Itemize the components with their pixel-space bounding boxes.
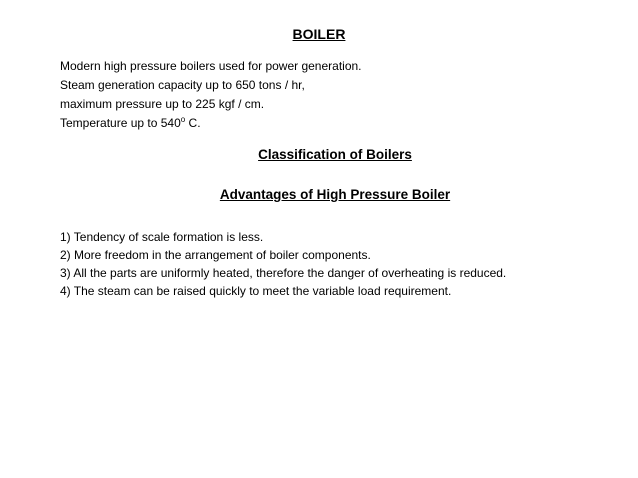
page-title: BOILER bbox=[292, 26, 346, 42]
list-item: 1) Tendency of scale formation is less. bbox=[60, 230, 264, 244]
advantages-list bbox=[60, 228, 630, 300]
temperature-text: Temperature up to 540 bbox=[60, 116, 181, 130]
intro-line-temperature bbox=[60, 114, 620, 133]
classification-heading: Classification of Boilers bbox=[258, 147, 412, 162]
intro-text bbox=[60, 57, 620, 133]
advantages-heading: Advantages of High Pressure Boiler bbox=[219, 187, 451, 202]
degree-superscript: o bbox=[180, 115, 186, 124]
list-item: 2) More freedom in the arrangement of boiler components. bbox=[60, 248, 371, 262]
temperature-unit: C. bbox=[185, 116, 201, 130]
intro-line: Modern high pressure boilers used for power generation. bbox=[60, 59, 362, 73]
intro-line: maximum pressure up to 225 kgf / cm. bbox=[60, 97, 265, 111]
list-item: 3) All the parts are uniformly heated, therefore the danger of overheating is reduced. bbox=[60, 266, 507, 280]
list-item: 4) The steam can be raised quickly to meet the variable load requirement. bbox=[60, 284, 452, 298]
intro-line: Steam generation capacity up to 650 tons / hr, bbox=[60, 78, 305, 92]
